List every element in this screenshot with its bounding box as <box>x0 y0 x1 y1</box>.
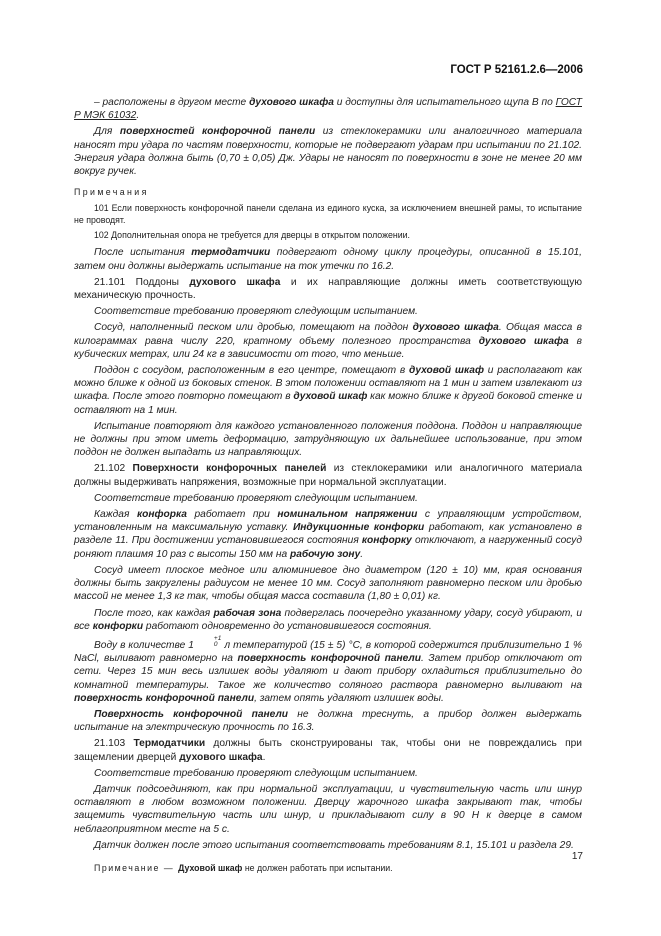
paragraph: Соответствие требованию проверяют следующим испытанием. <box>94 767 418 779</box>
text-run: не должна треснуть, а прибор должен выдержать испытание на электрическую прочность по 16.3. <box>74 708 582 734</box>
text-run: . Затем прибор отключают от сети. Через 15 мин весь излишек воды удаляют и дают прибору охладиться приблизительно до комнатной температуры. Такое же количество соляного раствора равномерно выливают на <box>74 653 582 691</box>
paragraph: Датчик должен после этого испытания соответствовать требованиям 8.1, 15.101 и раздела 29. <box>94 839 574 851</box>
text-run: 21.101 Поддоны <box>94 276 190 288</box>
text-run: подверглась поочередно указанному удару, сосуд убирают, и все <box>74 607 583 632</box>
text-run: После того, как каждая <box>94 607 214 619</box>
text-run: и доступны для испытательного щупа В по <box>333 97 556 108</box>
text-run: . <box>262 751 266 763</box>
text-run: не должен работать при испытании. <box>242 862 393 873</box>
term: конфорки <box>92 620 144 632</box>
clause-21-102 <box>74 462 582 488</box>
term: термодатчики <box>191 247 271 259</box>
text-run: из стеклокерамики или аналогичного материала должны выдерживать напряжения, возможные при нормальной эксплуатации. <box>74 463 582 488</box>
final-note <box>74 862 582 874</box>
text-run: Для <box>94 126 120 138</box>
paragraph <box>74 708 582 734</box>
text-run: отключают, а нагруженный сосуд роняют плашмя 10 раз с высоты 150 мм на <box>74 535 582 560</box>
text-run: Поддон с сосудом, расположенным в его центре, помещают в <box>94 365 410 377</box>
text-run: и располагают как можно ближе к одной из боковых стенок. В этом положении оставляют на 1 мин и затем извлекают из шкафа. После этого повторно помещают в <box>74 365 582 403</box>
notes-heading: Примечания <box>74 187 149 198</box>
text-run: . <box>136 110 140 122</box>
term: Духовой шкаф <box>178 862 243 873</box>
text-run: 21.103 <box>94 738 134 750</box>
document-body <box>74 96 582 877</box>
term: Поверхности конфорочных панелей <box>132 463 327 475</box>
term: рабочую зону <box>289 548 361 560</box>
term: духовой шкаф <box>409 365 484 377</box>
term: духового шкафа <box>412 322 499 334</box>
paragraph <box>74 321 582 361</box>
text-run: л температурой (15 ± 5) °С, в которой содержится приблизительно 1 % NaCl, выливают равномерно на <box>74 639 583 665</box>
text-run: – расположены в другом месте <box>94 97 250 108</box>
tolerance-lower: 0 <box>213 640 218 648</box>
paragraph: Соответствие требованию проверяют следующим испытанием. <box>94 306 418 318</box>
tolerance-fraction <box>194 636 221 648</box>
term: духового шкафа <box>189 276 281 288</box>
term: номинальном напряжении <box>277 509 418 521</box>
text-run: 21.102 <box>94 463 133 475</box>
paragraph: Сосуд имеет плоское медное или алюминиевое дно диаметром (120 ± 10) мм, края основания должны быть закруглены радиусом не менее 10 мм. Сосуд заполняют равномерно песком или дробью массой не менее 1,3 кг так, чтобы общая масса составила (1,80 ± 0,01) кг. <box>74 564 582 603</box>
term: поверхность конфорочной панели <box>74 692 255 704</box>
note-101: 101 Если поверхность конфорочной панели сделана из единого куска, за исключением внешней рамы, то испытание не проводят. <box>74 203 582 226</box>
clause-21-103 <box>74 737 582 763</box>
paragraph <box>74 364 582 417</box>
text-run: и их направляющие должны иметь соответствующую механическую прочность. <box>74 276 582 302</box>
note-102: 102 Дополнительная опора не требуется для дверцы в открытом положении. <box>94 230 410 241</box>
text-run: с управляющим устройством, установленным на максимальную уставку. <box>74 509 582 534</box>
text-run: работают одновременно до установившегося состояния. <box>143 620 432 632</box>
term: поверхность конфорочной панели <box>237 653 421 665</box>
paragraph <box>74 246 582 272</box>
text-run: как можно ближе к другой боковой стенке и оставляют на 1 мин. <box>74 391 582 416</box>
term: рабочая зона <box>213 607 282 619</box>
paragraph <box>74 607 582 633</box>
term: Термодатчики <box>133 738 206 750</box>
term: конфорку <box>361 535 412 547</box>
document-header: ГОСТ Р 52161.2.6—2006 <box>450 64 583 76</box>
term: поверхностей конфорочной панели <box>119 126 316 138</box>
paragraph <box>74 508 582 561</box>
tolerance-upper: +1 <box>213 634 222 642</box>
text-run: После испытания <box>94 247 192 259</box>
term: духового шкафа <box>249 97 334 108</box>
text-run: Сосуд, наполненный песком или дробью, помещают на поддон <box>94 322 413 334</box>
standard-reference: ГОСТ Р МЭК 61032 <box>74 97 582 122</box>
paragraph: Испытание повторяют для каждого установленного положения поддона. Поддон и направляющие не должны при этом иметь деформацию, затрудняющую их дальнейшее использование, при этом поддон не должен выпадать из направляющих. <box>74 420 582 459</box>
text-run: Каждая <box>94 509 137 521</box>
paragraph <box>74 636 582 705</box>
paragraph <box>74 96 582 122</box>
text-run: подвергают одному циклу процедуры, описанной в 15.101, затем они должны выдержать испытание на ток утечки по 16.2. <box>74 247 583 272</box>
text-run: в кубических метрах, или 24 кг в зависимости от того, что меньше. <box>74 335 582 360</box>
term: духового шкафа <box>179 751 263 763</box>
term: Поверхность конфорочной панели <box>94 708 289 720</box>
text-run: работают, как установлено в разделе 11. При достижении установившегося состояния <box>74 522 583 547</box>
text-run: должны быть сконструированы так, чтобы они не повреждались при защемлении дверцей <box>74 738 582 763</box>
term: конфорка <box>136 509 187 521</box>
note-label: Примечание — <box>94 862 179 873</box>
text-run: работает при <box>186 509 278 521</box>
term: духовой шкаф <box>293 391 368 403</box>
paragraph: Датчик подсоединяют, как при нормальной эксплуатации, и чувствительную часть или шнур оставляют в любом возможном положении. Дверцу жарочного шкафа закрывают так, чтобы защемить чувствительную часть или шнур, и прикладывают силу в 90 Н к дверце в самом неблагоприятном месте на 5 с. <box>74 783 582 835</box>
paragraph: Соответствие требованию проверяют следующим испытанием. <box>94 492 418 504</box>
term: Индукционные конфорки <box>292 522 425 534</box>
text-run: . Общая масса в килограммах равна числу 220, кратному объему полезного пространства <box>74 322 582 347</box>
page-number: 17 <box>571 851 583 862</box>
text-run: , затем опять удаляют излишек воды. <box>254 692 444 704</box>
term: духового шкафа <box>478 335 569 347</box>
text-run: из стеклокерамики или аналогичного материала наносят три удара по частям поверхности, которые не подвергают ударам при испытании по 21.102. Энергия удара должна быть (0,70 ± 0,05) Дж. Удары не наносят по поверхности в зоне не менее 20 мм вокруг ручек. <box>74 126 582 178</box>
text-run: . <box>360 548 364 560</box>
paragraph <box>74 125 582 178</box>
text-run: Воду в количестве 1 <box>94 639 194 651</box>
clause-21-101 <box>74 276 582 302</box>
